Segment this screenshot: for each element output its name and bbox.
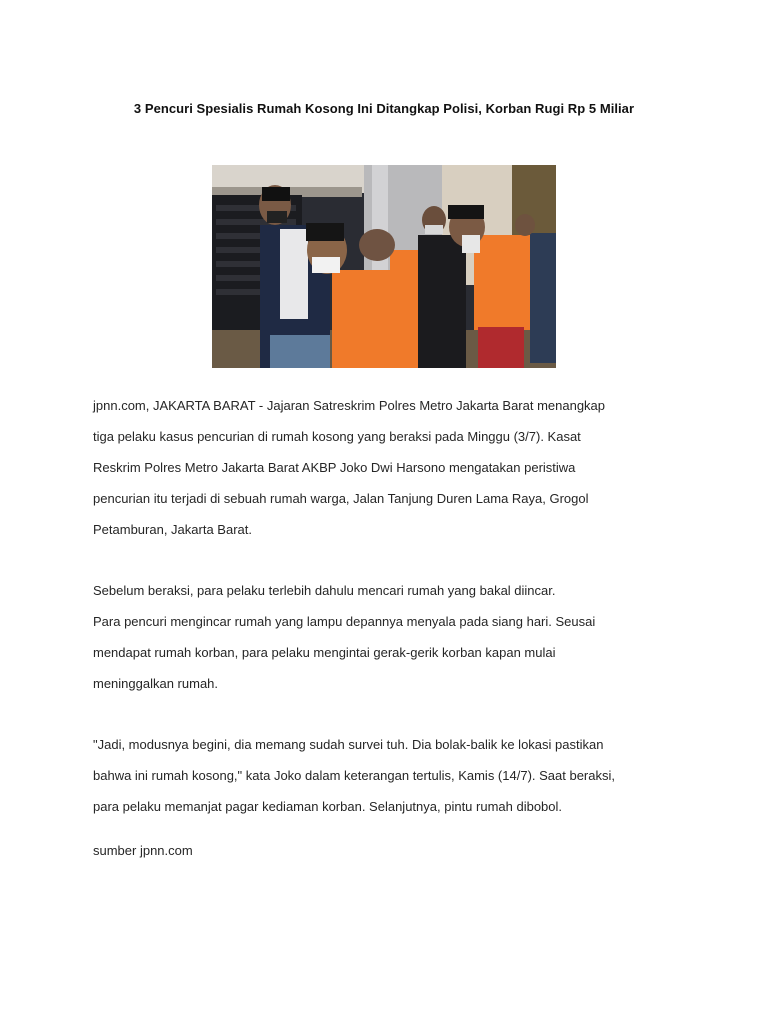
paragraph-line: jpnn.com, JAKARTA BARAT - Jajaran Satreskrim Polres Metro Jakarta Barat menangkap <box>93 398 606 413</box>
paragraph-line: Sebelum beraksi, para pelaku terlebih dahulu mencari rumah yang bakal diincar. <box>93 583 556 598</box>
article-paragraph-2 <box>93 575 683 699</box>
paragraph-line: tiga pelaku kasus pencurian di rumah kosong yang beraksi pada Minggu (3/7). Kasat <box>93 429 581 444</box>
paragraph-line: Para pencuri mengincar rumah yang lampu depannya menyala pada siang hari. Seusai <box>93 614 596 629</box>
article-source: sumber jpnn.com <box>93 843 193 858</box>
news-photo <box>212 165 556 368</box>
paragraph-line: pencurian itu terjadi di sebuah rumah warga, Jalan Tanjung Duren Lama Raya, Grogol <box>93 491 589 506</box>
paragraph-line: mendapat rumah korban, para pelaku mengintai gerak-gerik korban kapan mulai <box>93 645 556 660</box>
article-paragraph-1 <box>93 390 683 545</box>
article-paragraph-3 <box>93 729 683 822</box>
paragraph-line: Petamburan, Jakarta Barat. <box>93 522 252 537</box>
paragraph-line: meninggalkan rumah. <box>93 676 219 691</box>
paragraph-line: Reskrim Polres Metro Jakarta Barat AKBP Joko Dwi Harsono mengatakan peristiwa <box>93 460 576 475</box>
article-title: 3 Pencuri Spesialis Rumah Kosong Ini Ditangkap Polisi, Korban Rugi Rp 5 Miliar <box>133 101 635 116</box>
paragraph-line: para pelaku memanjat pagar kediaman korban. Selanjutnya, pintu rumah dibobol. <box>93 799 563 814</box>
paragraph-line: "Jadi, modusnya begini, dia memang sudah survei tuh. Dia bolak-balik ke lokasi pastikan <box>93 737 604 752</box>
paragraph-line: bahwa ini rumah kosong," kata Joko dalam keterangan tertulis, Kamis (14/7). Saat beraksi, <box>93 768 615 783</box>
